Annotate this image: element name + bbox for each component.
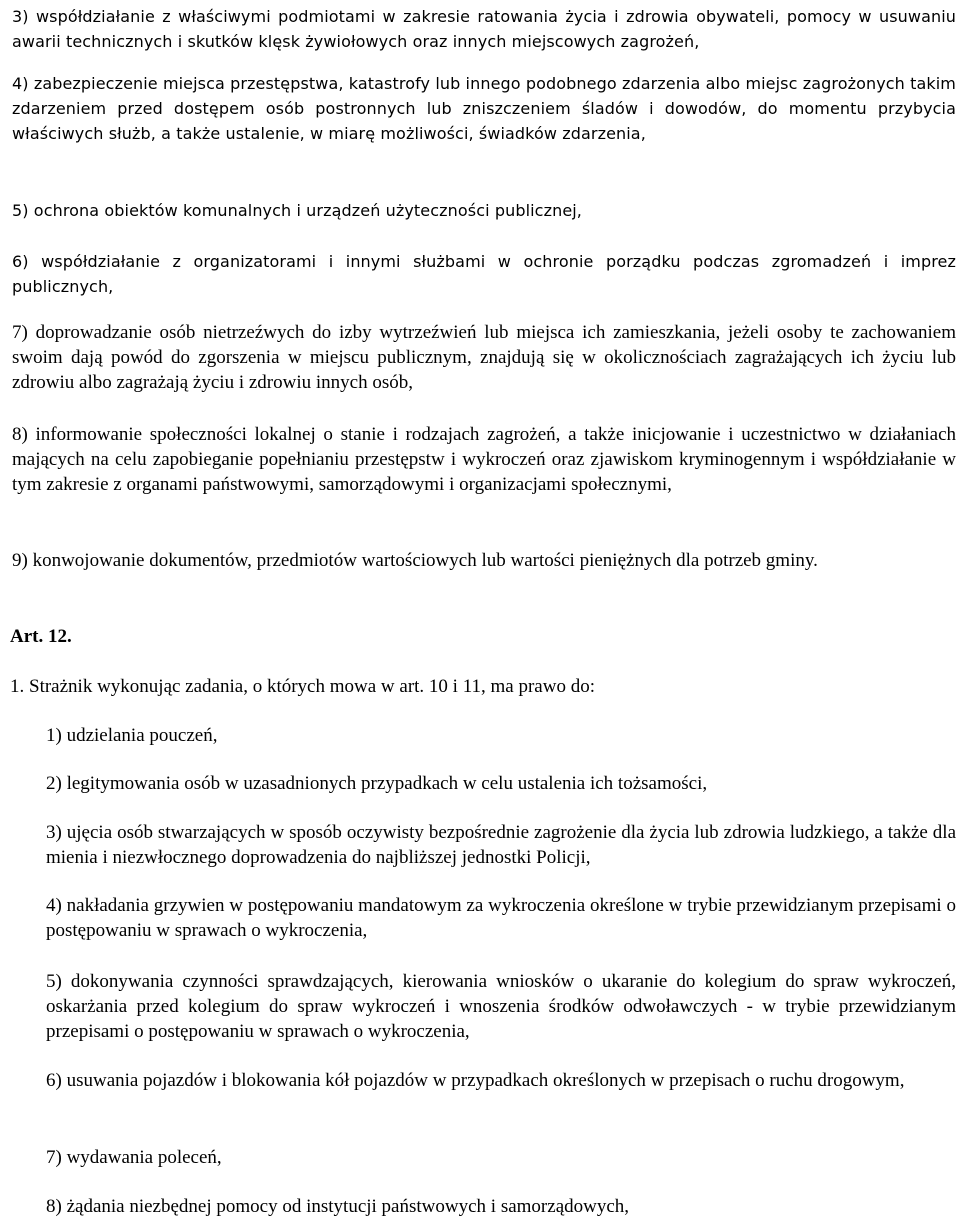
list-item-3: 3) współdziałanie z właściwymi podmiotami w zakresie ratowania życia i zdrowia obywateli, pomocy w usuwaniu awarii technicznych i skutków klęsk żywiołowych oraz innych miejscowych zagrożeń,: [12, 7, 956, 51]
article-item-7: 7) wydawania poleceń,: [46, 1147, 222, 1168]
article-intro: 1. Strażnik wykonując zadania, o których mowa w art. 10 i 11, ma prawo do:: [10, 676, 595, 697]
article-item-8: 8) żądania niezbędnej pomocy od instytucji państwowych i samorządowych,: [46, 1196, 630, 1217]
article-item-1: 1) udzielania pouczeń,: [46, 725, 218, 746]
list-item-9: 9) konwojowanie dokumentów, przedmiotów wartościowych lub wartości pieniężnych dla potrzeb gminy.: [12, 550, 818, 571]
article-heading: Art. 12.: [10, 626, 72, 647]
article-item-3: 3) ujęcia osób stwarzających w sposób oczywisty bezpośrednie zagrożenie dla życia lub zdrowia ludzkiego, a także dla mienia i niezwłocznego doprowadzenia do najbliższej jednostki Policji,: [46, 822, 956, 868]
list-item-6: 6) współdziałanie z organizatorami i innymi służbami w ochronie porządku podczas zgromadzeń i imprez publicznych,: [12, 252, 956, 296]
list-item-5: 5) ochrona obiektów komunalnych i urządzeń użyteczności publicznej,: [12, 201, 582, 220]
list-item-4: 4) zabezpieczenie miejsca przestępstwa, katastrofy lub innego podobnego zdarzenia albo miejsc zagrożonych takim zdarzeniem przed dostępem osób postronnych lub zniszczeniem śladów i dowodów, do momentu przybycia właściwych służb, a także ustalenie, w miarę możliwości, świadków zdarzenia,: [12, 74, 956, 143]
list-item-7: 7) doprowadzanie osób nietrzeźwych do izby wytrzeźwień lub miejsca ich zamieszkania, jeżeli osoby te zachowaniem swoim dają powód do zgorszenia w miejscu publicznym, znajdują się w okolicznościach zagrażających ich życiu lub zdrowiu albo zagrażają życiu i zdrowiu innych osób,: [12, 322, 956, 393]
article-item-2: 2) legitymowania osób w uzasadnionych przypadkach w celu ustalenia ich tożsamości,: [46, 773, 708, 794]
article-item-6: 6) usuwania pojazdów i blokowania kół pojazdów w przypadkach określonych w przepisach o ruchu drogowym,: [46, 1070, 905, 1091]
article-item-5: 5) dokonywania czynności sprawdzających, kierowania wniosków o ukaranie do kolegium do spraw wykroczeń, oskarżania przed kolegium do spraw wykroczeń i wnoszenia środków odwoławczych - w trybie przewidzianym przepisami o postępowaniu w sprawach o wykroczenia,: [46, 971, 956, 1042]
list-item-8: 8) informowanie społeczności lokalnej o stanie i rodzajach zagrożeń, a także inicjowanie i uczestnictwo w działaniach mających na celu zapobieganie popełnianiu przestępstw i wykroczeń oraz zjawiskom kryminogennym i współdziałanie w tym zakresie z organami państwowymi, samorządowymi i organizacjami społecznymi,: [12, 424, 956, 495]
article-item-4: 4) nakładania grzywien w postępowaniu mandatowym za wykroczenia określone w trybie przewidzianym przepisami o postępowaniu w sprawach o wykroczenia,: [46, 895, 956, 941]
